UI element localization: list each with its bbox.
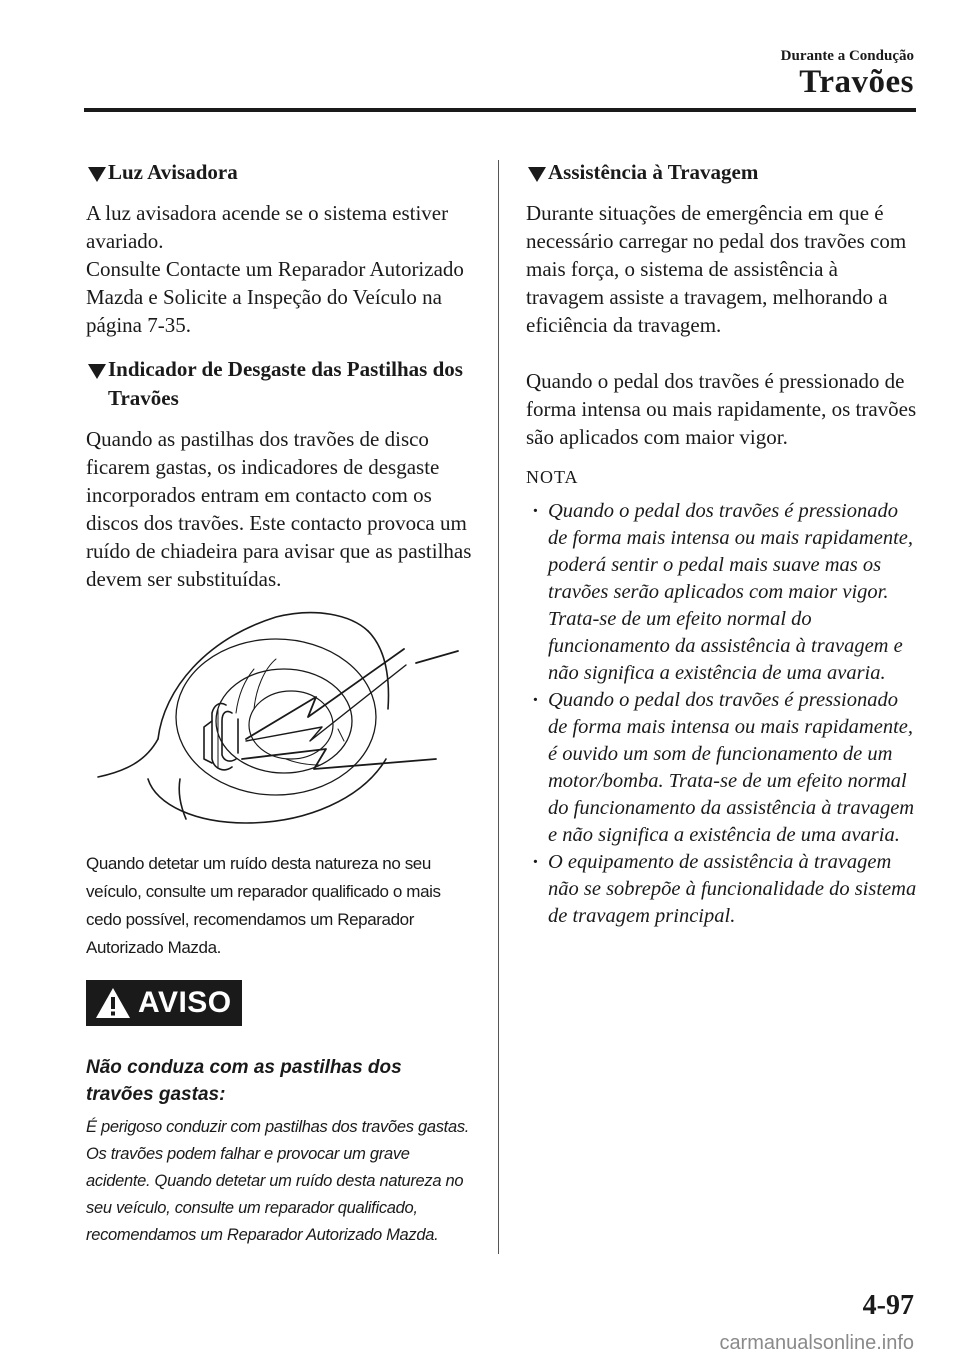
triangle-bullet-icon xyxy=(86,158,108,187)
header-title: Travões xyxy=(799,64,914,100)
heading-assistencia-travagem xyxy=(526,158,918,187)
note-list xyxy=(526,498,918,930)
triangle-bullet-icon xyxy=(86,355,108,384)
paragraph: Quando as pastilhas dos travões de disco ficarem gastas, os indicadores de desgaste incorporados entram em contacto com os discos dos travões. Este contacto provoca um ruído de chiadeira para avisar que as pastilhas devem ser substituídas. xyxy=(86,427,472,591)
heading-text: Luz Avisadora xyxy=(108,160,238,184)
column-divider xyxy=(498,160,499,1254)
triangle-bullet-icon xyxy=(526,158,548,187)
brake-disc-sound-icon xyxy=(86,609,466,829)
indicador-body xyxy=(86,425,472,593)
list-item: · O equipamento de assistência à travagem não se sobrepõe à funcionalidade do sistema de travagem principal. xyxy=(526,849,918,930)
luz-body xyxy=(86,199,472,339)
heading-indicador-desgaste xyxy=(86,355,472,413)
paragraph: Quando o pedal dos travões é pressionado de forma intensa ou mais rapidamente, os travões são aplicados com maior vigor. xyxy=(526,369,917,449)
brake-pad-wear-illustration xyxy=(86,609,472,834)
warning-badge xyxy=(86,980,242,1026)
right-column xyxy=(526,158,918,930)
paragraph: Durante situações de emergência em que é necessário carregar no pedal dos travões com mais força, o sistema de assistência à travagem assiste a travagem, melhorando a eficiência da travagem. xyxy=(526,201,907,337)
header-rule xyxy=(84,108,916,112)
warning-label: AVISO xyxy=(138,986,232,1019)
note-label: NOTA xyxy=(526,467,579,487)
paragraph: Consulte Contacte um Reparador Autorizado Mazda e Solicite a Inspeção do Veículo na página 7-35. xyxy=(86,257,464,337)
watermark: carmanualsonline.info xyxy=(719,1332,914,1354)
warning-title: Não conduza com as pastilhas dos travões gastas: xyxy=(86,1057,402,1105)
page-number: 4-97 xyxy=(862,1290,914,1321)
list-item: · Quando o pedal dos travões é pressionado de forma mais intensa ou mais rapidamente, poderá sentir o pedal mais suave mas os travões serão aplicados com maior vigor. Trata-se de um efeito normal do funcionamento da assistência à travagem e não significa a existência de uma avaria. xyxy=(526,498,918,687)
assistencia-body xyxy=(526,199,918,451)
warning-triangle-icon xyxy=(94,986,132,1020)
heading-text: Indicador de Desgaste das Pastilhas dos Travões xyxy=(108,357,463,410)
header-section: Durante a Condução xyxy=(780,48,914,64)
illustration-caption: Quando detetar um ruído desta natureza no seu veículo, consulte um reparador qualificado o mais cedo possível, recomendamos um Reparador Autorizado Mazda. xyxy=(86,854,441,957)
heading-luz-avisadora xyxy=(86,158,472,187)
left-column xyxy=(86,158,472,1249)
paragraph: A luz avisadora acende se o sistema estiver avariado. xyxy=(86,201,449,253)
warning-body: É perigoso conduzir com pastilhas dos travões gastas. Os travões podem falhar e provocar um grave acidente. Quando detetar um ruído desta natureza no seu veículo, consulte um reparador qualificado, recomendamos um Reparador Autorizado Mazda. xyxy=(86,1118,470,1244)
heading-text: Assistência à Travagem xyxy=(548,160,759,184)
list-item: · Quando o pedal dos travões é pressionado de forma mais intensa ou mais rapidamente, é ouvido um som de funcionamento de um motor/bomba. Trata-se de um efeito normal do funcionamento da assistência à travagem e não significa a existência de uma avaria. xyxy=(526,687,918,849)
